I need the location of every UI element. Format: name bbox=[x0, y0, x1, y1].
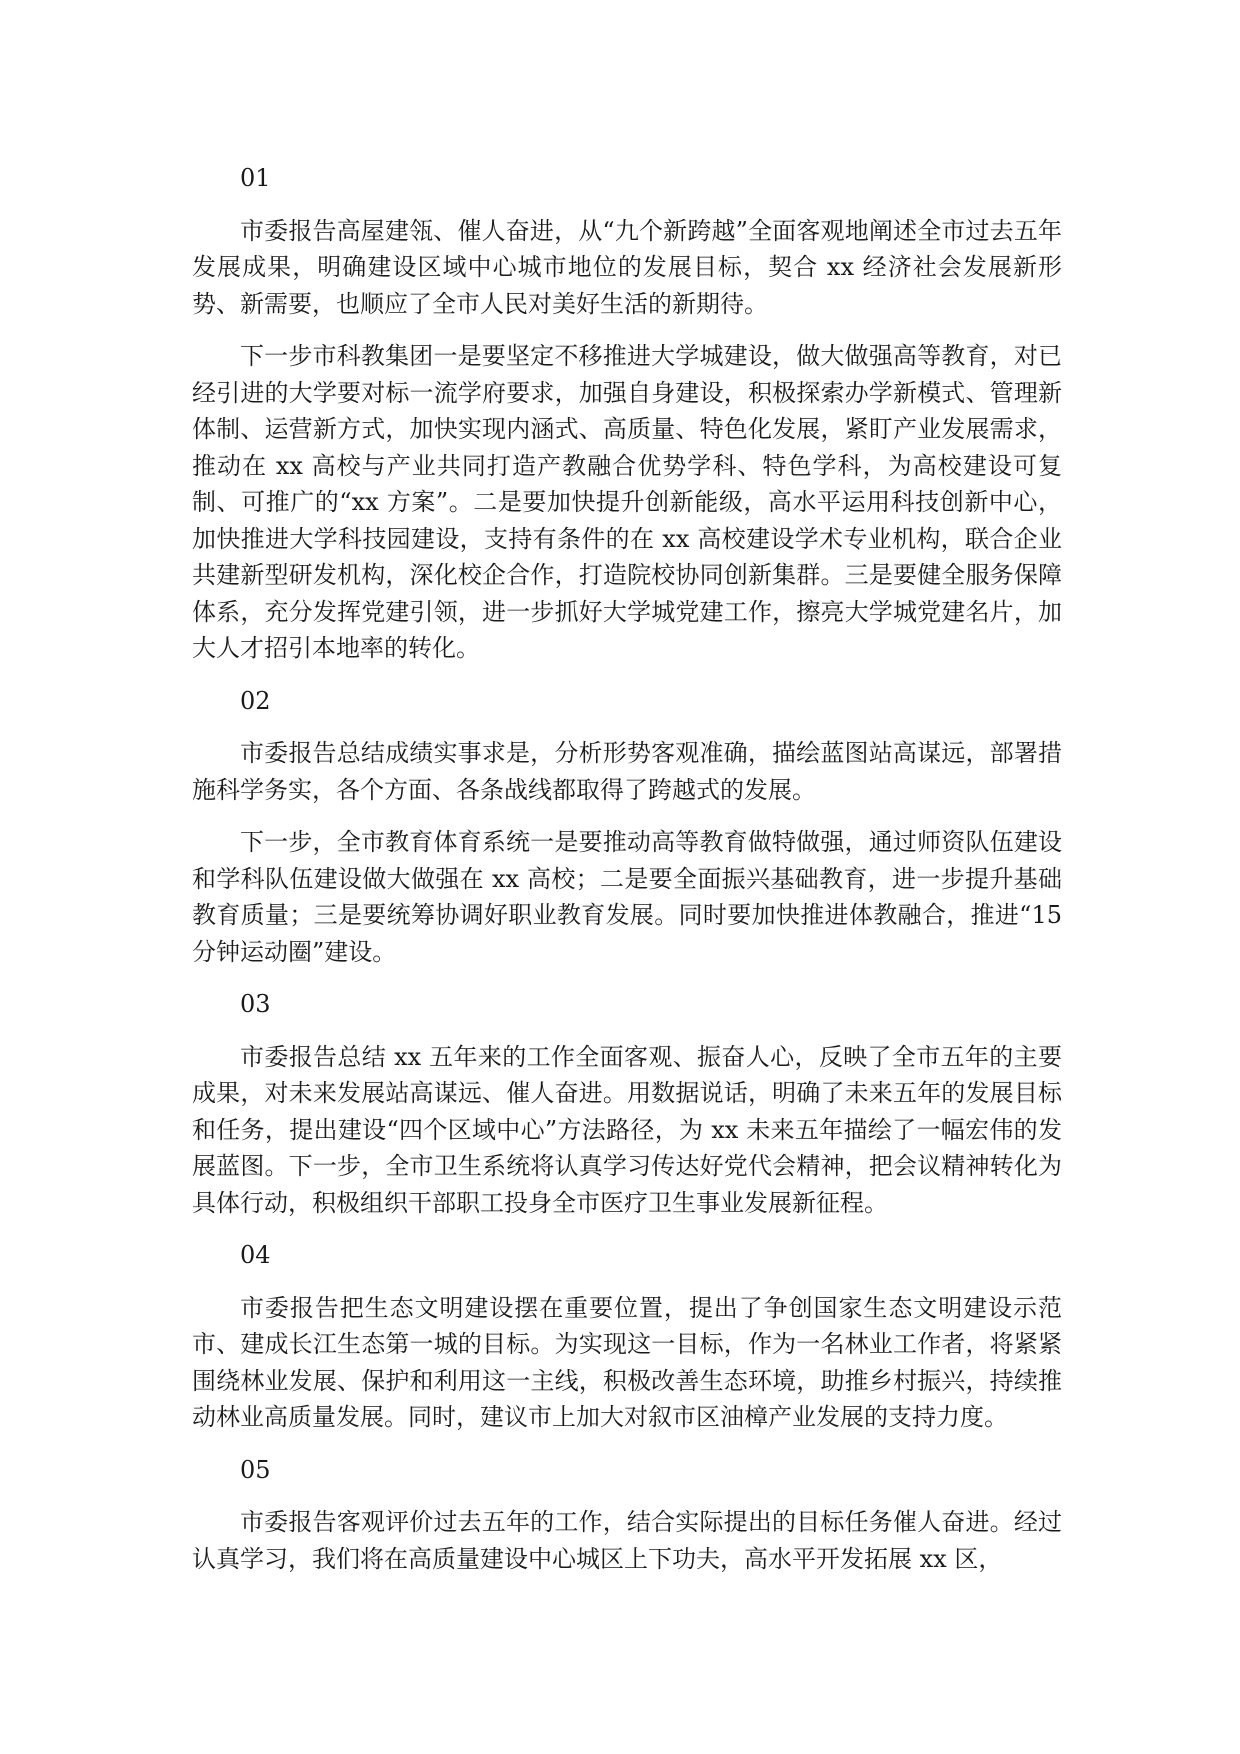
section-01 bbox=[192, 160, 1062, 667]
paragraph: 市委报告总结 xx 五年来的工作全面客观、振奋人心，反映了全市五年的主要成果，对未来发展站高谋远、催人奋进。用数据说话，明确了未来五年的发展目标和任务，提出建设“四个区域中心”方法路径，为 xx 未来五年描绘了一幅宏伟的发展蓝图。下一步，全市卫生系统将认真学习传达好党代会精神，把会议精神转化为具体行动，积极组织干部职工投身全市医疗卫生事业发展新征程。 bbox=[192, 1042, 1062, 1217]
paragraph: 下一步市科教集团一是要坚定不移推进大学城建设，做大做强高等教育，对已经引进的大学要对标一流学府要求，加强自身建设，积极探索办学新模式、管理新体制、运营新方式，加快实现内涵式、高质量、特色化发展，紧盯产业发展需求，推动在 xx 高校与产业共同打造产教融合优势学科、特色学科，为高校建设可复制、可推广的“xx 方案”。二是要加快提升创新能级，高水平运用科技创新中心，加快推进大学科技园建设，支持有条件的在 xx 高校建设学术专业机构，联合企业共建新型研发机构，深化校企合作，打造院校协同创新集群。三是要健全服务保障体系，充分发挥党建引领，进一步抓好大学城党建工作，擦亮大学城党建名片，加大人才招引本地率的转化。 bbox=[192, 342, 1062, 662]
paragraph: 市委报告总结成绩实事求是，分析形势客观准确，描绘蓝图站高谋远，部署措施科学务实，各个方面、各条战线都取得了跨越式的发展。 bbox=[192, 739, 1062, 804]
section-number: 05 bbox=[240, 1455, 271, 1484]
paragraph: 市委报告客观评价过去五年的工作，结合实际提出的目标任务催人奋进。经过认真学习，我们将在高质量建设中心城区上下功夫，高水平开发拓展 xx 区， bbox=[192, 1508, 1062, 1573]
section-number: 02 bbox=[240, 686, 271, 715]
section-number: 03 bbox=[240, 990, 271, 1018]
paragraph: 市委报告高屋建瓴、催人奋进，从“九个新跨越”全面客观地阐述全市过去五年发展成果，明确建设区域中心城市地位的发展目标，契合 xx 经济社会发展新形势、新需要，也顺应了全市人民对美好生活的新期待。 bbox=[192, 216, 1062, 318]
section-04 bbox=[192, 1237, 1062, 1436]
section-02 bbox=[192, 683, 1062, 971]
section-03 bbox=[192, 986, 1062, 1221]
section-number: 04 bbox=[240, 1241, 271, 1269]
section-number: 01 bbox=[240, 164, 271, 192]
paragraph: 下一步，全市教育体育系统一是要推动高等教育做特做强，通过师资队伍建设和学科队伍建设做大做强在 xx 高校；二是要全面振兴基础教育，进一步提升基础教育质量；三是要统筹协调好职业教育发展。同时要加快推进体教融合，推进“15 分钟运动圈”建设。 bbox=[192, 828, 1062, 966]
paragraph: 市委报告把生态文明建设摆在重要位置，提出了争创国家生态文明建设示范市、建成长江生态第一城的目标。为实现这一目标，作为一名林业工作者，将紧紧围绕林业发展、保护和利用这一主线，积极改善生态环境，助推乡村振兴，持续推动林业高质量发展。同时，建议市上加大对叙市区油樟产业发展的支持力度。 bbox=[192, 1293, 1062, 1431]
document-body bbox=[192, 160, 1062, 1593]
section-05 bbox=[192, 1452, 1062, 1578]
